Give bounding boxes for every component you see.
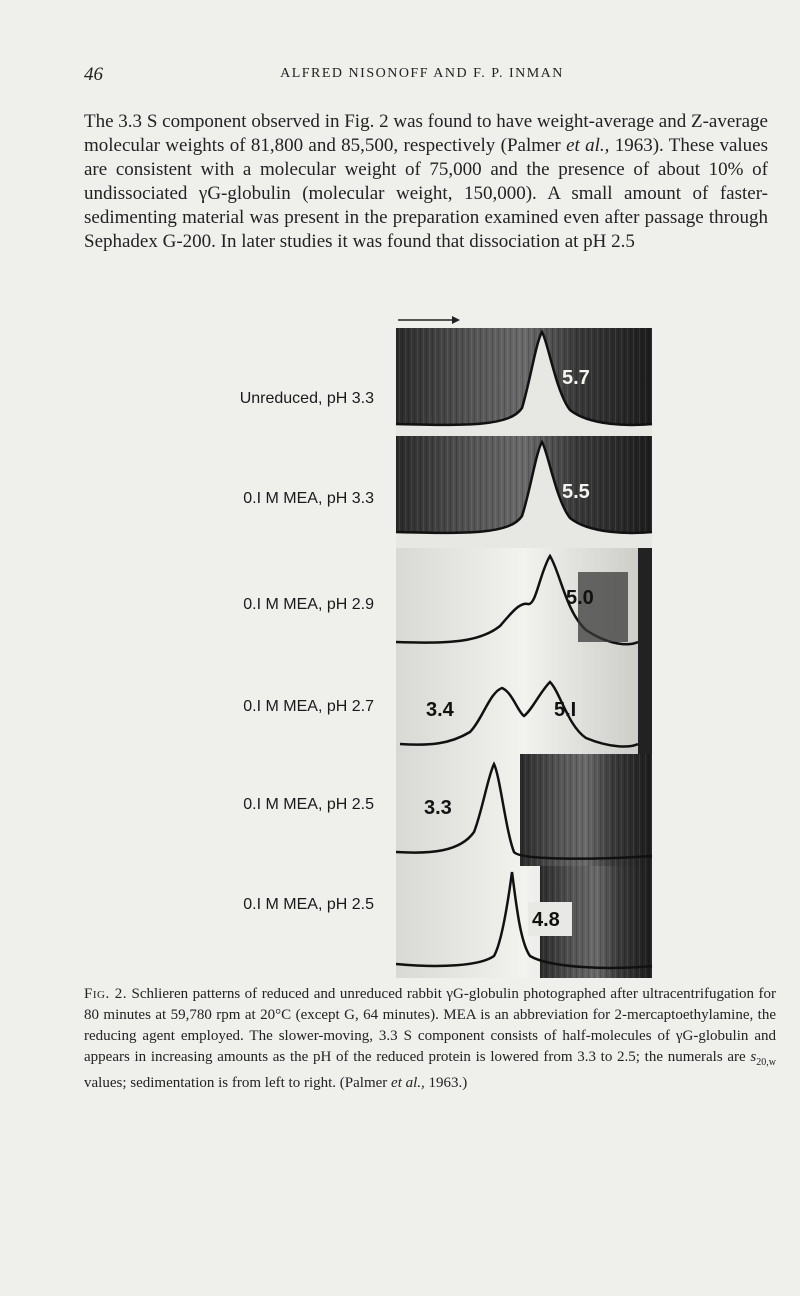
row-label-1: Unreduced, pH 3.3 [239,390,374,407]
schlieren-panel-5 [396,754,652,866]
svalue-3.3: 3.3 [424,797,452,819]
schlieren-panel-6 [396,866,652,978]
page-number: 46 [84,64,103,85]
caption-text-3: 1963.) [424,1075,468,1091]
schlieren-panel-4 [396,654,652,754]
schlieren-panel-3 [396,548,652,654]
body-paragraph [84,110,768,254]
svalue-5.0: 5.0 [566,587,594,609]
caption-text-1: Schlieren patterns of reduced and unreduced rabbit γG-globulin photographed after ultracentrifugation for 80 minutes at 59,780 rpm at 20°C (except G, 64 minutes). MEA is an abbreviation for 2-mercaptoethylamine, the reducing agent employed. The slower-moving, 3.3 S component consists of half-molecules of γG-globulin and appears in increasing amounts as the pH of the reduced protein is lowered from 3.3 to 2.5; the numerals are [84,986,776,1065]
caption-etal: et al., [391,1075,425,1091]
svalue-5.7: 5.7 [562,367,590,389]
svalue-5.5: 5.5 [562,481,590,503]
row-label-6: 0.I M MEA, pH 2.5 [243,896,374,913]
body-text-1: The 3.3 S component observed in Fig. 2 was found to have weight-average and Z-average molecular weights of 81,800 and 85,500, respectively (Palmer [84,111,768,156]
running-head: ALFRED NISONOFF AND F. P. INMAN [280,66,564,81]
schlieren-photograph [390,312,660,980]
arrow-head-icon [452,316,460,324]
svalue-3.4: 3.4 [426,699,454,721]
caption-figure-number: Fig. 2. [84,986,127,1002]
svalue-4.8: 4.8 [532,909,560,931]
caption-s-subscript: 20,w [756,1057,776,1068]
caption-text-2: values; sedimentation is from left to right. (Palmer [84,1075,392,1091]
figure-2 [0,312,800,982]
page-header [84,64,760,88]
svalue-5.1: 5.I [554,699,577,721]
row-label-2: 0.I M MEA, pH 3.3 [243,490,374,507]
row-label-4: 0.I M MEA, pH 2.7 [243,698,374,715]
schlieren-panel-1 [396,328,652,436]
figure-caption [84,984,776,1094]
row-label-3: 0.I M MEA, pH 2.9 [243,596,374,613]
row-label-5: 0.I M MEA, pH 2.5 [243,796,374,813]
body-etal: et al., [566,135,610,156]
schlieren-panel-2 [396,436,652,548]
body-text-2: 1963). These values are consistent with a molecular weight of 75,000 and the presence of about 10% of undissociated γG-globulin (molecular weight, 150,000). A small amount of faster-sedimenting material was present in the preparation examined even after passage through Sephadex G-200. In later studies it was found that dissociation at pH 2.5 [84,135,768,252]
caption-s-symbol: s [750,1049,757,1065]
